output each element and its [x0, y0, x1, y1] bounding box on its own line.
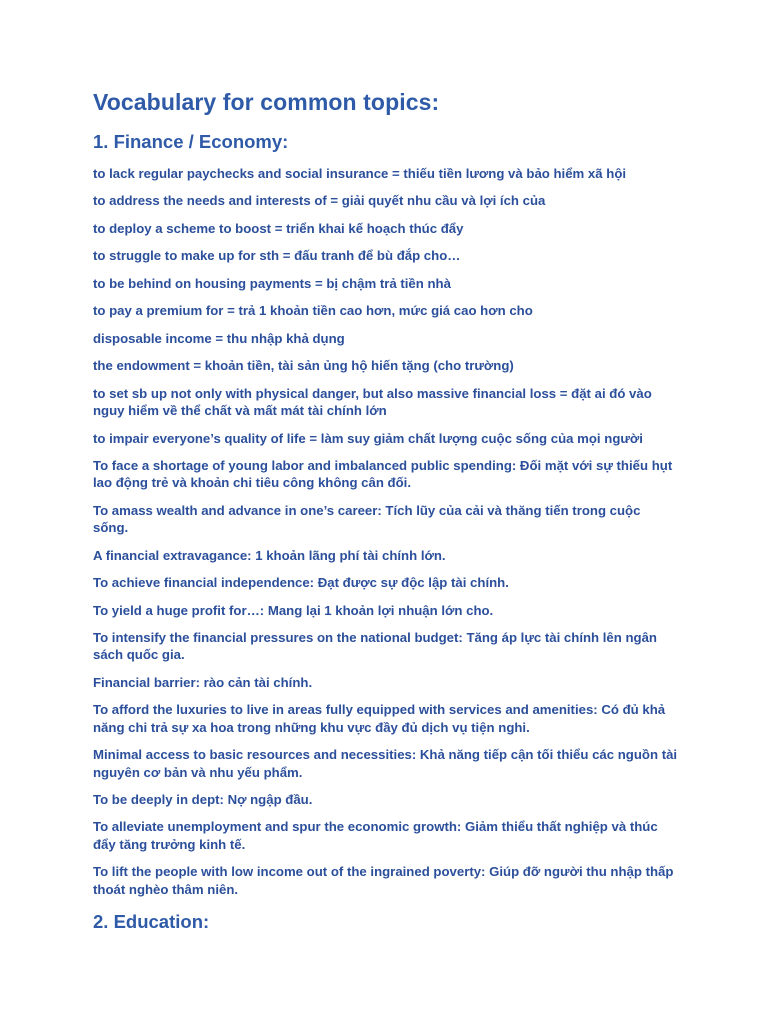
- vocabulary-entry: To intensify the financial pressures on the national budget: Tăng áp lực tài chính lên ngân sách quốc gia.: [93, 630, 657, 663]
- vocabulary-list-finance: [93, 165, 678, 898]
- vocabulary-entry: to be behind on housing payments = bị chậm trả tiền nhà: [93, 275, 451, 291]
- vocabulary-entry: to pay a premium for = trả 1 khoản tiền cao hơn, mức giá cao hơn cho: [93, 303, 533, 319]
- vocabulary-entry: To alleviate unemployment and spur the economic growth: Giảm thiểu thất nghiệp và thúc đẩy tăng trưởng kinh tế.: [93, 819, 658, 852]
- vocabulary-entry: disposable income = thu nhập khả dụng: [93, 330, 345, 346]
- vocabulary-entry: Financial barrier: rào cản tài chính.: [93, 674, 313, 690]
- vocabulary-entry: to impair everyone’s quality of life = làm suy giảm chất lượng cuộc sống của mọi người: [93, 430, 643, 446]
- vocabulary-entry: To lift the people with low income out of the ingrained poverty: Giúp đỡ người thu nhập thấp thoát nghèo thâm niên.: [93, 864, 674, 897]
- vocabulary-entry: to set sb up not only with physical danger, but also massive financial loss = đặt ai đó vào nguy hiểm về thể chất và mất mát tài chính lớn: [93, 385, 652, 419]
- vocabulary-entry: to lack regular paychecks and social insurance = thiếu tiền lương và bảo hiểm xã hội: [93, 166, 627, 181]
- vocabulary-entry: To yield a huge profit for…: Mang lại 1 khoản lợi nhuận lớn cho.: [93, 602, 494, 618]
- vocabulary-entry: to deploy a scheme to boost = triển khai kế hoạch thúc đẩy: [93, 220, 464, 236]
- vocabulary-entry: to address the needs and interests of = giải quyết nhu cầu và lợi ích của: [93, 193, 546, 209]
- vocabulary-entry: Minimal access to basic resources and necessities: Khả năng tiếp cận tối thiểu các nguồn tài nguyên cơ bản và nhu yếu phẩm.: [93, 747, 678, 780]
- vocabulary-entry: To face a shortage of young labor and imbalanced public spending: Đối mặt với sự thiếu hụt lao động trẻ và khoản chi tiêu công không cân đối.: [93, 458, 673, 491]
- vocabulary-entry: the endowment = khoản tiền, tài sản ủng hộ hiến tặng (cho trường): [93, 358, 514, 374]
- vocabulary-entry: To be deeply in dept: Nợ ngập đầu.: [93, 791, 313, 807]
- vocabulary-entry: to struggle to make up for sth = đấu tranh để bù đắp cho…: [93, 248, 461, 264]
- vocabulary-entry: To afford the luxuries to live in areas fully equipped with services and amenities: Có đủ khả năng chi trả sự xa hoa trong những khu vực đầy đủ dịch vụ tiện nghi.: [93, 702, 666, 735]
- document-title: Vocabulary for common topics:: [93, 89, 440, 115]
- section-heading-finance: 1. Finance / Economy:: [93, 131, 289, 152]
- section-heading-education: 2. Education:: [93, 910, 210, 932]
- vocabulary-entry: A financial extravagance: 1 khoản lãng phí tài chính lớn.: [93, 547, 446, 563]
- vocabulary-entry: To amass wealth and advance in one’s career: Tích lũy của cải và thăng tiến trong cuộc sống.: [93, 502, 641, 536]
- vocabulary-entry: To achieve financial independence: Đạt được sự độc lập tài chính.: [93, 575, 509, 591]
